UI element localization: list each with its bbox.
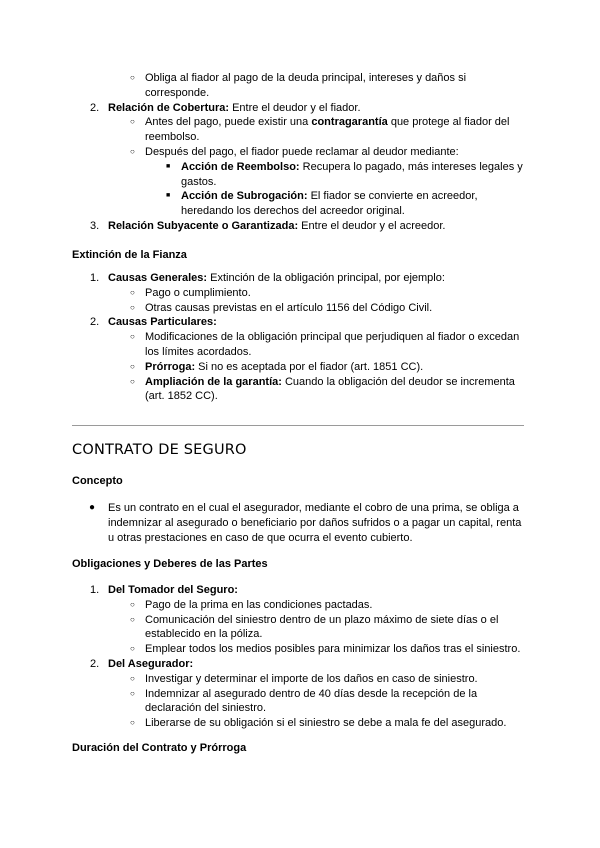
list-item: [72, 315, 528, 330]
item-text: Entre el deudor y el fiador.: [229, 101, 361, 114]
item-text: Extinción de la obligación principal, por ejemplo:: [207, 272, 445, 284]
list-item: [72, 71, 528, 101]
section-title: CONTRATO DE SEGURO: [72, 442, 247, 458]
circle-bullet-icon: ○: [130, 599, 135, 609]
list-item: [72, 101, 528, 116]
item-text: Pago de la prima en las condiciones pactadas.: [145, 598, 373, 611]
extincion-list: [72, 271, 528, 404]
list-item: [72, 687, 528, 717]
list-item: [72, 672, 528, 687]
list-item: [72, 189, 528, 219]
circle-bullet-icon: ○: [130, 287, 135, 297]
circle-bullet-icon: ○: [130, 376, 135, 386]
item-text: Pago o cumplimiento.: [145, 286, 251, 299]
item-text: Es un contrato en el cual el asegurador, mediante el cobro de una prima, se obliga a indemnizar al asegurado o beneficiario por daños sufridos o a pagar un capital, renta u otras prestaciones en caso de que ocurra el evento cubierto.: [108, 502, 522, 544]
list-item: [72, 360, 528, 375]
item-title: Acción de Subrogación:: [181, 190, 308, 203]
item-title: Causas Particulares:: [108, 316, 217, 329]
circle-bullet-icon: ○: [130, 146, 135, 156]
list-item: [72, 301, 528, 316]
item-text: Otras causas previstas en el artículo 1156 del Código Civil.: [145, 301, 433, 314]
item-text: Modificaciones de la obligación principal que perjudiquen al fiador o excedan los límites acordados.: [145, 331, 520, 358]
list-item: [72, 583, 528, 598]
item-text: Investigar y determinar el importe de los daños en caso de siniestro.: [145, 672, 478, 685]
list-item: [72, 271, 528, 286]
item-title: Prórroga:: [145, 360, 196, 373]
list-item: [72, 642, 528, 657]
item-title: Relación de Cobertura:: [108, 101, 230, 114]
list-item: [72, 330, 528, 360]
horizontal-divider: [72, 425, 524, 426]
item-text: Comunicación del siniestro dentro de un plazo máximo de siete días o el establecido en la póliza.: [145, 613, 499, 641]
item-text: Recupera lo pagado, más intereses legales y gastos.: [181, 160, 523, 188]
list-item: [72, 286, 528, 301]
circle-bullet-icon: ○: [130, 302, 135, 312]
item-text: Emplear todos los medios posibles para minimizar los daños tras el siniestro.: [145, 643, 521, 656]
item-number: 3.: [90, 219, 100, 232]
item-text: Antes del pago, puede existir una: [145, 116, 312, 129]
item-title: Acción de Reembolso:: [181, 160, 300, 173]
item-number: 1.: [90, 584, 100, 596]
list-item: [72, 145, 528, 160]
list-item: [72, 115, 528, 145]
item-bold: contragarantía: [311, 116, 388, 129]
list-item: [72, 613, 528, 643]
list-item: [72, 219, 528, 234]
item-text: Cuando la obligación del deudor se incrementa (art. 1852 CC).: [145, 375, 515, 403]
list-item: [72, 501, 528, 545]
item-text: Si no es aceptada por el fiador (art. 1851 CC).: [195, 360, 424, 373]
fianza-relations-list: [72, 71, 528, 234]
item-text: Entre el deudor y el acreedor.: [298, 219, 446, 232]
item-title: Del Asegurador:: [108, 657, 194, 670]
obligaciones-list: [72, 583, 528, 731]
circle-bullet-icon: ○: [130, 718, 135, 728]
section-heading: Concepto: [72, 475, 123, 487]
item-number: 1.: [90, 272, 100, 284]
section-heading: Extinción de la Fianza: [72, 249, 187, 261]
circle-bullet-icon: ○: [130, 673, 135, 683]
section-heading: Duración del Contrato y Prórroga: [72, 742, 247, 754]
circle-bullet-icon: ○: [130, 73, 135, 82]
item-number: 2.: [90, 101, 100, 114]
circle-bullet-icon: ○: [130, 614, 135, 624]
item-title: Causas Generales:: [108, 272, 208, 284]
list-item: [72, 716, 528, 731]
circle-bullet-icon: ○: [130, 332, 135, 342]
item-number: 2.: [90, 316, 100, 329]
item-title: Relación Subyacente o Garantizada:: [108, 219, 299, 232]
list-item: [72, 160, 528, 190]
dot-bullet-icon: ●: [89, 502, 96, 513]
item-text: Después del pago, el fiador puede reclamar al deudor mediante:: [145, 145, 459, 158]
item-title: Del Tomador del Seguro:: [108, 584, 238, 596]
section-heading: Obligaciones y Deberes de las Partes: [72, 558, 268, 570]
circle-bullet-icon: ○: [130, 361, 135, 371]
list-item: [72, 598, 528, 613]
item-text: Liberarse de su obligación si el siniestro se debe a mala fe del asegurado.: [145, 717, 507, 730]
list-item: [72, 375, 528, 405]
item-number: 2.: [90, 657, 100, 670]
item-text: Obliga al fiador al pago de la deuda principal, intereses y daños si corresponde.: [145, 72, 467, 99]
item-text: Indemnizar al asegurado dentro de 40 días desde la recepción de la declaración del siniestro.: [145, 687, 478, 715]
circle-bullet-icon: ○: [130, 644, 135, 654]
square-bullet-icon: ■: [166, 192, 171, 200]
item-text: El fiador se convierte en acreedor, heredando los derechos del acreedor original.: [181, 190, 478, 218]
item-title: Ampliación de la garantía:: [145, 375, 282, 388]
list-item: [72, 657, 528, 672]
item-text: que protege al fiador del reembolso.: [145, 116, 510, 144]
circle-bullet-icon: ○: [130, 117, 135, 127]
square-bullet-icon: ■: [166, 162, 171, 170]
circle-bullet-icon: ○: [130, 688, 135, 698]
